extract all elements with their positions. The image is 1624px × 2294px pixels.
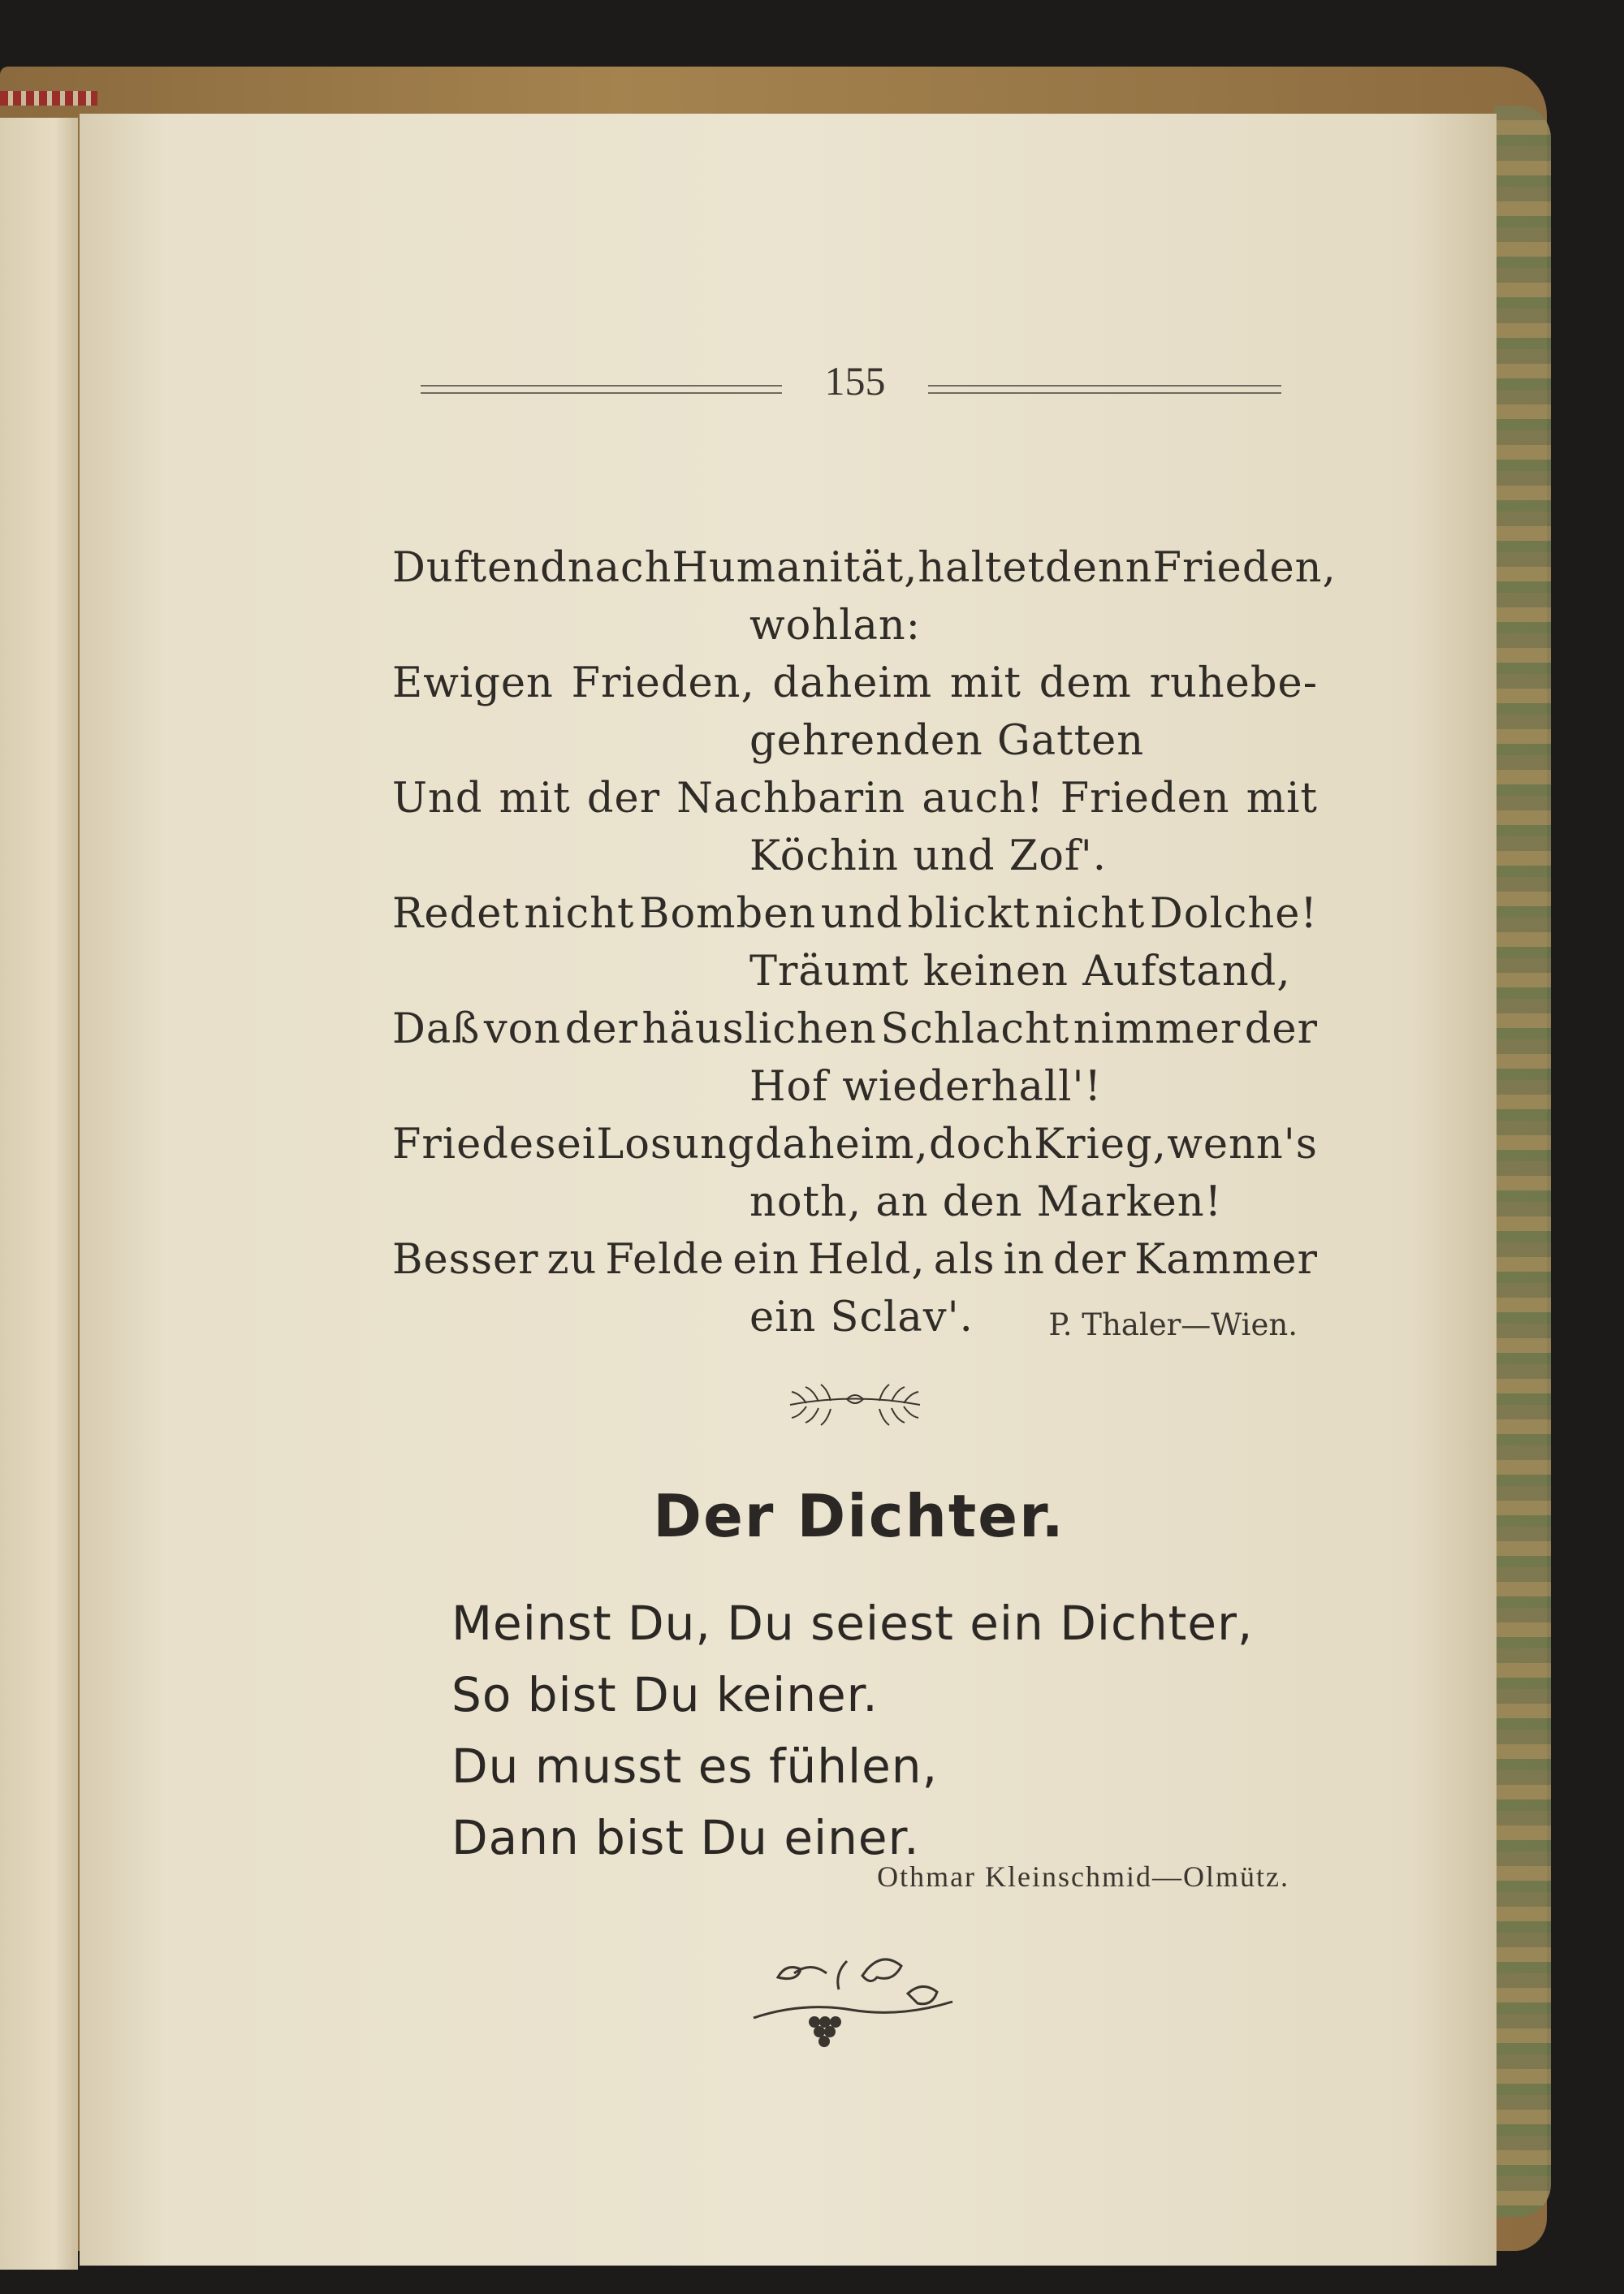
page-edges (1494, 106, 1551, 2217)
poem-kleinschmid (451, 1596, 1272, 1881)
poem-word: denn (1045, 544, 1153, 592)
book-page (80, 114, 1497, 2266)
poem-line-text: ein Sclav'. (749, 1294, 974, 1341)
poem-word: mit (1246, 775, 1318, 823)
poem-title: Der Dichter. (653, 1482, 1065, 1550)
poem-word: Duftend (392, 544, 568, 592)
poem-line: Du musst es fühlen, (451, 1739, 938, 1794)
poem-word: Krieg, (1034, 1121, 1167, 1169)
poem-line (392, 890, 1318, 948)
poem-word: blickt (907, 890, 1030, 938)
poem-word: mit (949, 659, 1022, 707)
poem-line: So bist Du keiner. (451, 1667, 879, 1722)
poem-word: Held, (807, 1236, 926, 1284)
poem-line (392, 1236, 1318, 1294)
poem-word: Und (392, 775, 483, 823)
poem-line (392, 1005, 1318, 1063)
poem-line (392, 1063, 1318, 1121)
poem-line (392, 948, 1318, 1005)
header-rule-right (928, 385, 1281, 394)
poem-line (392, 775, 1318, 832)
poem-word: ruhebe- (1149, 659, 1318, 707)
poem-word: von (483, 1005, 562, 1053)
poem-word: Humanität, (672, 544, 918, 592)
poem-word: Nachbarin (676, 775, 906, 823)
poem-word: nicht (524, 890, 635, 938)
poem-word: Friede (392, 1121, 535, 1169)
poem-word: und (820, 890, 904, 938)
page-header (421, 357, 1281, 406)
poem-word: in (1003, 1236, 1045, 1284)
poem-word: haltet (918, 544, 1046, 592)
poem-line-text: gehrenden Gatten (749, 717, 1145, 765)
poem-word: Losung (596, 1121, 755, 1169)
poem-line (392, 1121, 1318, 1178)
poem-word: der (586, 775, 661, 823)
poem-word: Daß (392, 1005, 481, 1053)
poem-word: dem (1039, 659, 1132, 707)
poem-word: wenn's (1167, 1121, 1318, 1169)
poem-line: Dann bist Du einer. (451, 1810, 920, 1865)
poem-word: sei (534, 1121, 597, 1169)
poem-word: doch (929, 1121, 1034, 1169)
poem-line (392, 1178, 1318, 1236)
grape-vine-ornament-icon (745, 1945, 965, 2050)
poem-word: Kammer (1134, 1236, 1318, 1284)
left-page-edge (0, 118, 78, 2270)
poem-signature-kleinschmid: Othmar Kleinschmid—Olmütz. (877, 1860, 1289, 1893)
poem-word: Ewigen (392, 659, 554, 707)
poem-word: auch! (922, 775, 1044, 823)
poem-line (392, 659, 1318, 717)
poem-word: Frieden, (571, 659, 755, 707)
poem-word: häuslichen (641, 1005, 877, 1053)
poem-word: Frieden, (1152, 544, 1337, 592)
poem-word: nimmer (1073, 1005, 1242, 1053)
poem-word: nach (567, 544, 672, 592)
poem-word: der (564, 1005, 638, 1053)
poem-line-text: wohlan: (749, 602, 921, 650)
poem-word: ein (732, 1236, 800, 1284)
poem-word: mit (499, 775, 571, 823)
poem-line-text: Träumt keinen Aufstand, (749, 948, 1291, 996)
poem-word: Redet (392, 890, 520, 938)
poem-word: der (1244, 1005, 1318, 1053)
poem-word: Dolche! (1149, 890, 1318, 938)
poem-word: daheim, (754, 1121, 929, 1169)
poem-word: der (1052, 1236, 1127, 1284)
red-bookmark-edge (0, 91, 97, 106)
poem-line: Meinst Du, Du seiest ein Dichter, (451, 1596, 1254, 1651)
poem-word: Besser (392, 1236, 539, 1284)
poem-word: Felde (605, 1236, 725, 1284)
poem-line-text: Köchin und Zof'. (749, 832, 1108, 880)
header-rule-left (421, 385, 782, 394)
poem-word: nicht (1034, 890, 1146, 938)
poem-word: zu (546, 1236, 598, 1284)
poem-word: als (933, 1236, 996, 1284)
poem-word: Bomben (639, 890, 817, 938)
page-number: 155 (824, 358, 886, 404)
poem-word: Frieden (1060, 775, 1230, 823)
poem-line (392, 832, 1318, 890)
poem-line-text: noth, an den Marken! (749, 1178, 1223, 1226)
poem-line-text: Hof wiederhall'! (749, 1063, 1103, 1111)
leaf-ornament-icon (782, 1376, 928, 1433)
poem-line (392, 602, 1318, 659)
poem-line (392, 544, 1337, 602)
poem-signature-thaler: P. Thaler—Wien. (1048, 1307, 1298, 1342)
poem-thaler (392, 544, 1337, 1351)
poem-word: Schlacht (880, 1005, 1070, 1053)
poem-word: daheim (772, 659, 933, 707)
poem-line (392, 717, 1318, 775)
